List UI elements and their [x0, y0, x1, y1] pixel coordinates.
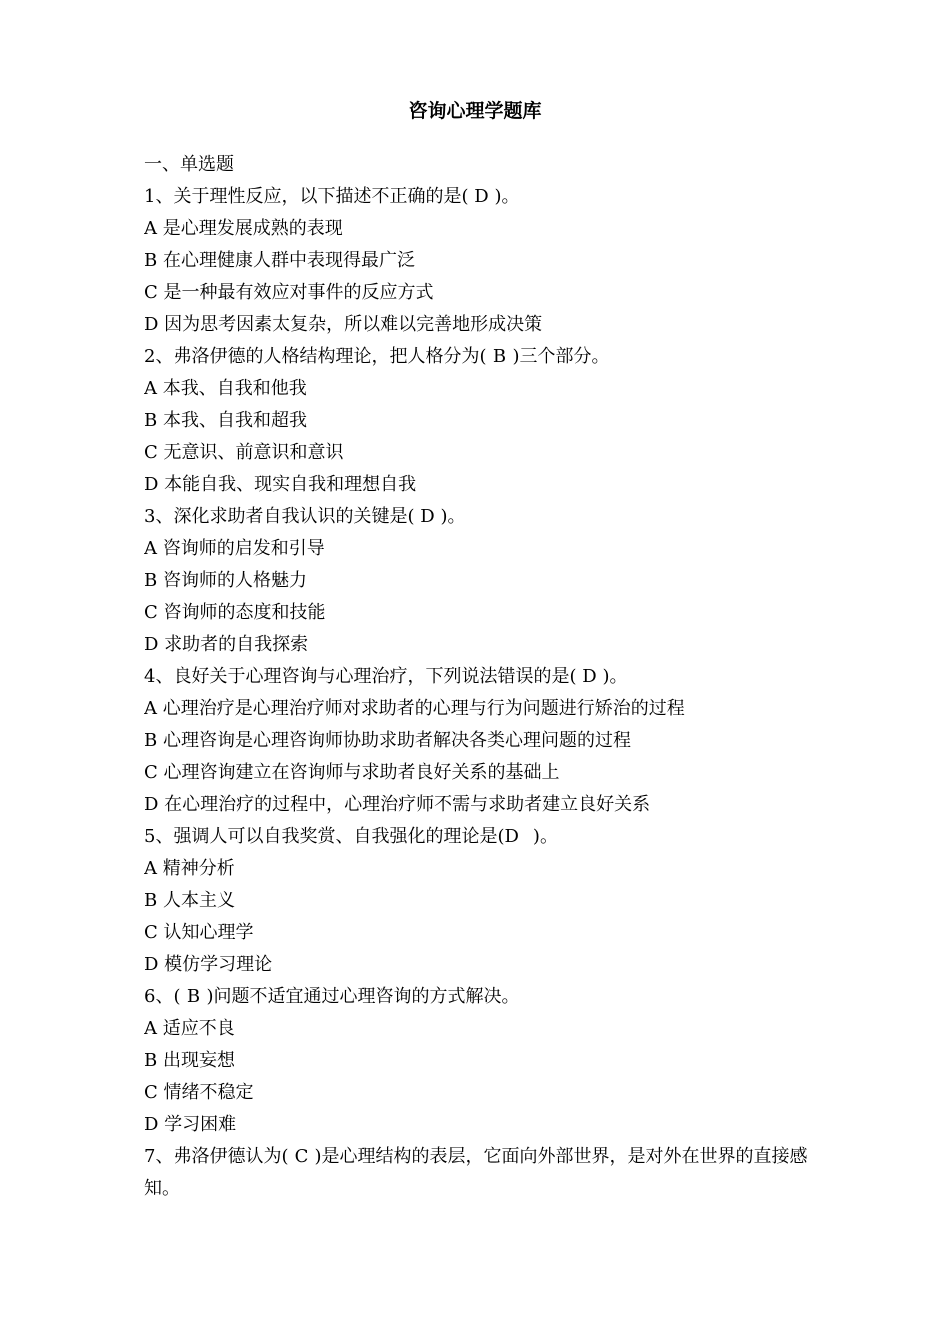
question-text-after: )。	[440, 506, 466, 527]
answer-option: C 情绪不稳定	[144, 1082, 254, 1103]
question-stem	[144, 1141, 816, 1205]
question-stem	[144, 341, 816, 373]
answer-option: C 无意识、前意识和意识	[144, 442, 344, 463]
answer-option: C 是一种最有效应对事件的反应方式	[144, 282, 434, 303]
question-answer: B	[186, 986, 201, 1007]
question-text-after: )问题不适宜通过心理咨询的方式解决。	[206, 986, 520, 1007]
answer-option: A 是心理发展成熟的表现	[144, 218, 343, 239]
question-text-after: )。	[494, 186, 520, 207]
answer-option: A 适应不良	[144, 1018, 235, 1039]
document-title: 咨询心理学题库	[408, 100, 542, 122]
answer-option: D 学习困难	[144, 1114, 237, 1135]
question-text-before: 2、弗洛伊德的人格结构理论，把人格分为(	[144, 346, 487, 367]
section-heading: 一、单选题	[144, 154, 234, 175]
answer-option: B 咨询师的人格魅力	[144, 570, 307, 591]
answer-option: A 咨询师的启发和引导	[144, 538, 325, 559]
answer-option: A 心理治疗是心理治疗师对求助者的心理与行为问题进行矫治的过程	[144, 698, 685, 719]
answer-option: C 咨询师的态度和技能	[144, 602, 326, 623]
answer-option: C 心理咨询建立在咨询师与求助者良好关系的基础上	[144, 762, 560, 783]
question-text-before: 5、强调人可以自我奖赏、自我强化的理论是(	[144, 826, 505, 847]
answer-option: A 本我、自我和他我	[144, 378, 307, 399]
answer-option: B 心理咨询是心理咨询师协助求助者解决各类心理问题的过程	[144, 730, 631, 751]
question-answer: C	[294, 1146, 309, 1167]
answer-option: B 在心理健康人群中表现得最广泛	[144, 250, 415, 271]
answer-option: D 在心理治疗的过程中，心理治疗师不需与求助者建立良好关系	[144, 794, 651, 815]
question-text-before: 4、良好关于心理咨询与心理治疗，下列说法错误的是(	[144, 666, 577, 687]
answer-option: B 人本主义	[144, 890, 235, 911]
answer-option: B 出现妄想	[144, 1050, 235, 1071]
question-stem	[144, 181, 816, 213]
question-text-after: )是心理结构的表层，它面向外部世界，是对外在世界的直接感知。	[144, 1146, 808, 1199]
question-text-before: 7、弗洛伊德认为(	[144, 1146, 289, 1167]
answer-option: B 本我、自我和超我	[144, 410, 307, 431]
document-content	[144, 149, 816, 1205]
question-answer: D	[420, 506, 435, 527]
question-text-after: )。	[602, 666, 628, 687]
answer-option: D 模仿学习理论	[144, 954, 273, 975]
question-stem	[144, 661, 816, 693]
question-text-before: 1、关于理性反应，以下描述不正确的是(	[144, 186, 469, 207]
question-text-after: )。	[532, 826, 558, 847]
question-stem	[144, 501, 816, 533]
question-text-before: 6、(	[144, 986, 181, 1007]
question-stem	[144, 821, 816, 853]
answer-option: D 本能自我、现实自我和理想自我	[144, 474, 417, 495]
question-text-before: 3、深化求助者自我认识的关键是(	[144, 506, 415, 527]
question-text-after: )三个部分。	[512, 346, 610, 367]
answer-option: D 求助者的自我探索	[144, 634, 309, 655]
question-answer: D	[474, 186, 489, 207]
question-stem	[144, 981, 816, 1013]
question-answer: D	[504, 826, 519, 847]
answer-option: A 精神分析	[144, 858, 235, 879]
question-answer: D	[582, 666, 597, 687]
answer-option: C 认知心理学	[144, 922, 254, 943]
question-answer: B	[492, 346, 507, 367]
answer-option: D 因为思考因素太复杂，所以难以完善地形成决策	[144, 314, 543, 335]
